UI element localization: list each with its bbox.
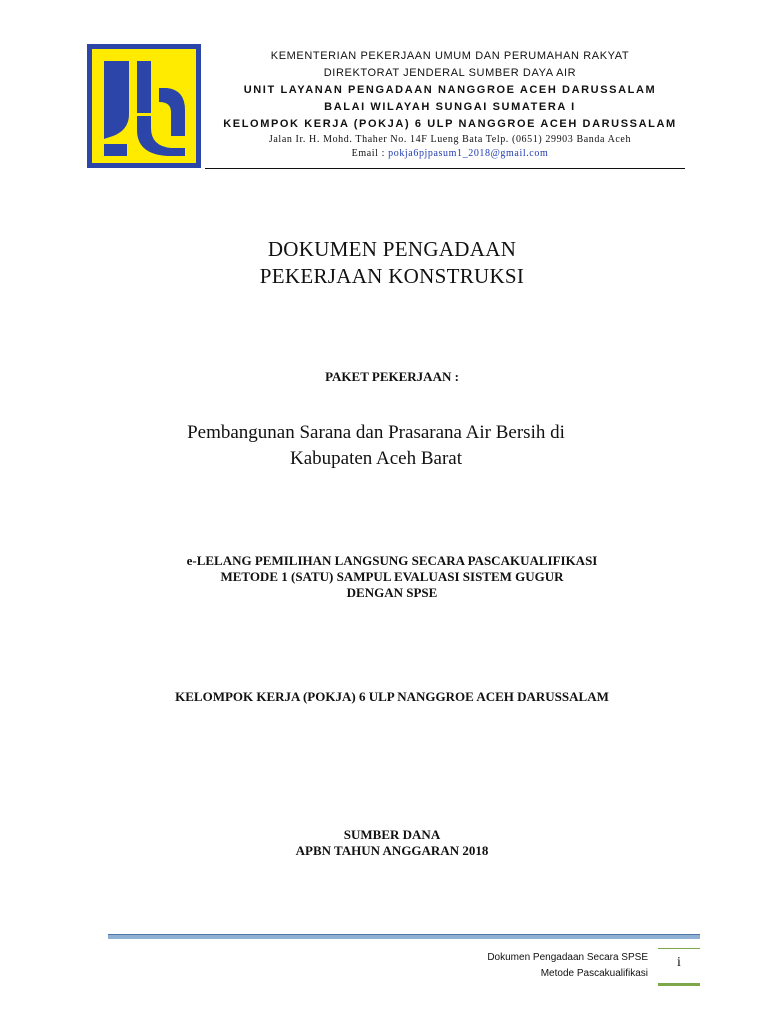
header-ministry: KEMENTERIAN PEKERJAAN UMUM DAN PERUMAHAN RAKYAT <box>270 50 630 62</box>
method-line-1: e-LELANG PEMILIHAN LANGSUNG SECARA PASCAKUALIFIKASI <box>186 553 598 568</box>
document-title <box>8 236 768 290</box>
paket-name <box>0 420 760 472</box>
page-number: i <box>677 955 681 970</box>
paket-label: PAKET PEKERJAAN : <box>325 369 459 384</box>
dana-line-1: SUMBER DANA <box>343 827 441 842</box>
header-directorate: DIREKTORAT JENDERAL SUMBER DAYA AIR <box>323 67 577 79</box>
pokja-name: KELOMPOK KERJA (POKJA) 6 ULP NANGGROE ACEH DARUSSALAM <box>175 689 609 704</box>
paket-name-line-1: Pembangunan Sarana dan Prasarana Air Bersih di <box>187 422 565 443</box>
dana-line-2: APBN TAHUN ANGGARAN 2018 <box>295 843 489 858</box>
page-number-box <box>658 948 700 986</box>
header-address: Jalan Ir. H. Mohd. Thaher No. 14F Lueng Bata Telp. (0651) 29903 Banda Aceh <box>268 134 632 145</box>
title-line-1: DOKUMEN PENGADAAN <box>267 237 517 261</box>
method-line-3: DENGAN SPSE <box>346 585 438 600</box>
header-divider <box>205 168 685 169</box>
email-label: Email : <box>351 148 389 159</box>
header-pokja: KELOMPOK KERJA (POKJA) 6 ULP NANGGROE ACEH DARUSSALAM <box>223 118 677 130</box>
footer-line-1: Dokumen Pengadaan Secara SPSE <box>487 952 648 963</box>
email-link[interactable]: pokja6pjpasum1_2018@gmail.com <box>388 148 549 159</box>
title-line-2: PEKERJAAN KONSTRUKSI <box>259 264 525 288</box>
funding-source <box>8 827 768 859</box>
header-email <box>205 147 695 161</box>
header-balai: BALAI WILAYAH SUNGAI SUMATERA I <box>324 101 576 113</box>
footer-line-2: Metode Pascakualifikasi <box>540 968 648 979</box>
header-unit: UNIT LAYANAN PENGADAAN NANGGROE ACEH DARUSSALAM <box>243 84 657 96</box>
letterhead <box>205 48 695 161</box>
footer-divider <box>108 934 700 939</box>
pu-logo-icon <box>87 44 201 168</box>
footer-caption <box>487 950 648 982</box>
tender-method <box>8 553 768 601</box>
paket-name-line-2: Kabupaten Aceh Barat <box>290 448 462 469</box>
method-line-2: METODE 1 (SATU) SAMPUL EVALUASI SISTEM GUGUR <box>220 569 564 584</box>
